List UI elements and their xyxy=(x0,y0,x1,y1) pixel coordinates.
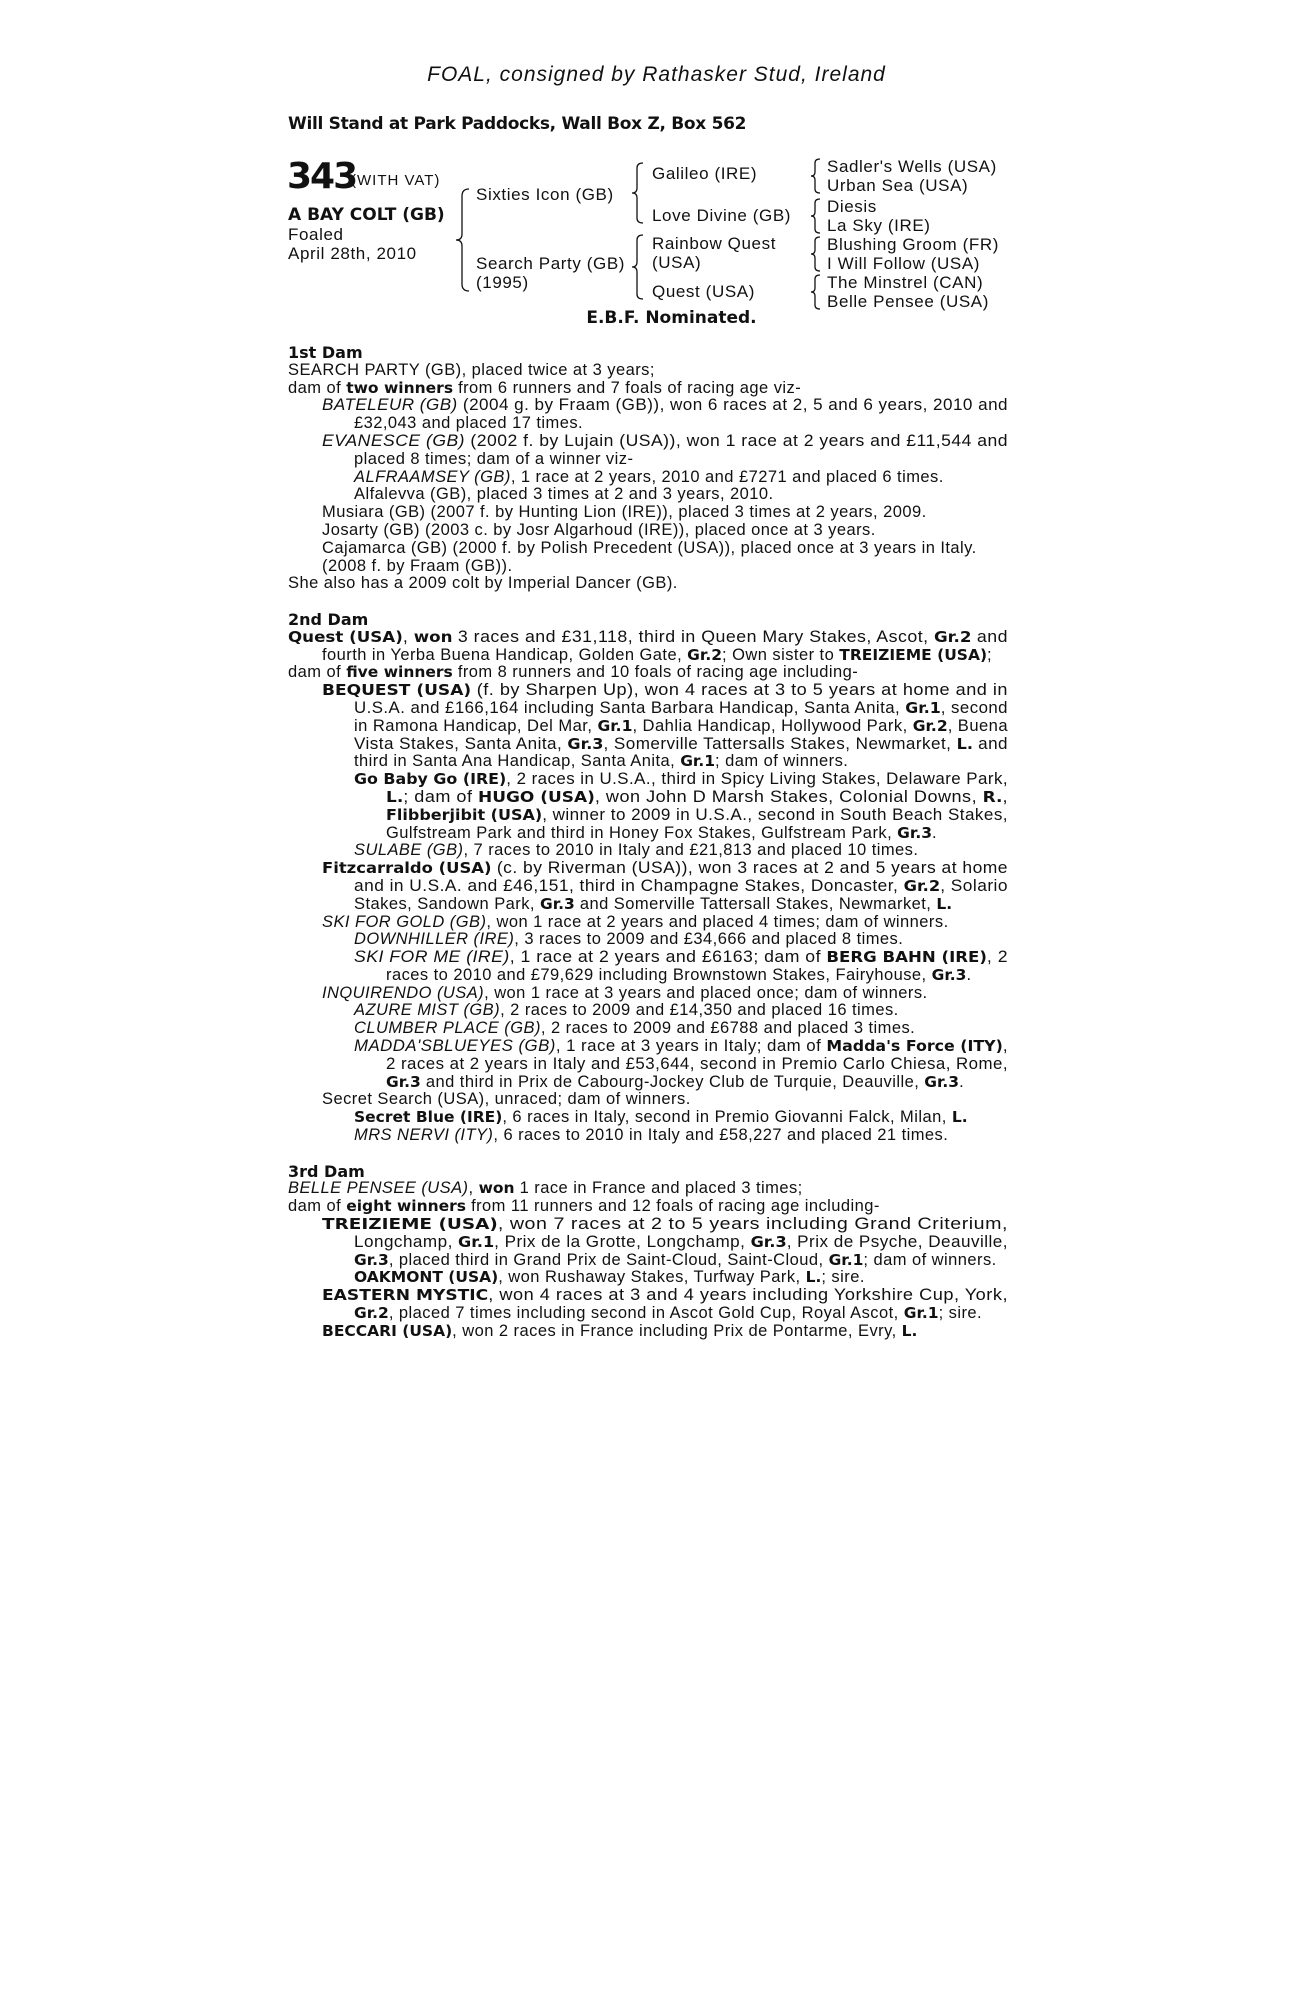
text: . xyxy=(959,1072,965,1091)
text: , won 1 race at 2 years and placed 4 times; dam of winners. xyxy=(486,912,949,931)
text: Gr.2 xyxy=(354,1304,389,1323)
text: and xyxy=(971,627,1008,646)
text: Gr.1 xyxy=(680,752,716,771)
line-content xyxy=(322,1287,1008,1305)
consignor-header: FOAL, consigned by Rathasker Stud, Ireland xyxy=(427,63,886,86)
line-content xyxy=(354,1252,997,1270)
third-dam-line xyxy=(288,1252,1008,1270)
line-content xyxy=(354,1305,982,1323)
third-dam-line xyxy=(288,1287,1008,1305)
pedigree-sss-name: Sadler's Wells (USA) xyxy=(827,157,997,176)
second-dam-line xyxy=(288,682,1008,700)
text: Go Baby Go (IRE) xyxy=(354,770,507,789)
line-content xyxy=(322,397,1008,415)
spacer xyxy=(288,593,1008,611)
line-content xyxy=(354,771,1008,789)
text: Flibberjibit (USA) xyxy=(386,805,543,824)
ebf-nominated: E.B.F. Nominated. xyxy=(586,308,757,328)
first-dam-line xyxy=(288,397,1008,415)
third-dam-heading xyxy=(288,1163,1008,1181)
text: Gr.1 xyxy=(458,1232,495,1251)
line-content xyxy=(354,949,1008,967)
line-content: 3rd Dam xyxy=(288,1161,365,1181)
first-dam-line xyxy=(288,540,1008,558)
second-dam-line xyxy=(288,647,1008,665)
lot-description: A BAY COLT (GB) xyxy=(288,205,445,225)
pedigree-dam-year: (1995) xyxy=(476,273,529,292)
first-dam-line xyxy=(288,575,1008,593)
text: ; dam of winners. xyxy=(715,752,849,771)
second-dam-line xyxy=(288,664,1008,682)
line-content: She also has a 2009 colt by Imperial Dancer (GB). xyxy=(288,574,678,593)
second-dam-line xyxy=(288,1109,1008,1127)
second-dam-line xyxy=(288,753,1008,771)
text: , xyxy=(1002,787,1008,806)
text: Fitzcarraldo (USA) xyxy=(322,859,492,878)
text: ALFRAAMSEY (GB) xyxy=(354,467,511,486)
text: Gr.2 xyxy=(687,645,723,664)
line-content xyxy=(354,1269,865,1287)
text: from 6 runners and 7 foals of racing age viz- xyxy=(453,378,802,397)
line-content xyxy=(288,380,801,398)
first-dam-line xyxy=(288,433,1008,451)
line-content xyxy=(288,1198,880,1216)
line-content xyxy=(386,825,937,843)
text: , won 7 races at 2 to 5 years including Grand Criterium, xyxy=(497,1215,1008,1234)
text: Gr.3 xyxy=(567,734,604,753)
third-dam-line xyxy=(288,1323,1008,1341)
text: Madda's Force (ITY) xyxy=(826,1037,1003,1056)
line-content xyxy=(354,878,1008,896)
first-dam-line xyxy=(288,362,1008,380)
second-dam-line xyxy=(288,1038,1008,1056)
line-content xyxy=(354,1234,1008,1252)
first-dam-line xyxy=(288,451,1008,469)
text: MADDA'SBLUEYES (GB) xyxy=(354,1037,556,1056)
line-content xyxy=(354,469,944,487)
text: 1 race in France and placed 3 times; xyxy=(514,1179,803,1198)
foaled-label: Foaled xyxy=(288,225,344,244)
text: Gr.2 xyxy=(912,716,948,735)
text: (c. by Riverman (USA)), won 3 races at 2 and 5 years at home xyxy=(491,859,1009,878)
line-content: £32,043 and placed 17 times. xyxy=(354,414,584,433)
second-dam-line xyxy=(288,931,1008,949)
text: Gr.1 xyxy=(828,1250,864,1269)
text: Gr.3 xyxy=(897,823,932,842)
first-dam-line xyxy=(288,486,1008,504)
text: Gr.3 xyxy=(750,1232,787,1251)
pedigree-dam-sire xyxy=(652,234,776,272)
pedigree-dam-sire-name: Rainbow Quest xyxy=(652,234,777,253)
text: Quest (USA) xyxy=(288,627,403,646)
line-content xyxy=(322,647,992,665)
text: Gr.1 xyxy=(597,716,633,735)
text: L. xyxy=(951,1108,968,1127)
third-dam-line xyxy=(288,1269,1008,1287)
third-dam-line xyxy=(288,1180,1008,1198)
text: BECCARI (USA) xyxy=(322,1321,453,1340)
text: TREIZIEME (USA) xyxy=(839,645,988,664)
text: (2002 f. by Lujain (USA)), won 1 race at 2 years and £11,544 and xyxy=(465,431,1008,450)
text: races to 2010 and £79,629 including Brownstown Stakes, Fairyhouse, xyxy=(386,965,932,984)
pedigree-sds-name: Diesis xyxy=(827,197,877,216)
text: , Dahlia Handicap, Hollywood Park, xyxy=(632,716,913,735)
pedigree-brace-main xyxy=(455,188,471,292)
second-dam-line xyxy=(288,896,1008,914)
catalogue-body xyxy=(288,344,1008,1341)
text: . xyxy=(966,965,972,984)
second-dam-line xyxy=(288,789,1008,807)
text: AZURE MIST (GB) xyxy=(354,1001,501,1020)
line-content: 1st Dam xyxy=(288,343,363,362)
second-dam-line xyxy=(288,1091,1008,1109)
text: , 7 races to 2010 in Italy and £21,813 and placed 10 times. xyxy=(463,841,919,860)
text: in Ramona Handicap, Del Mar, xyxy=(354,716,598,735)
first-dam-heading xyxy=(288,344,1008,362)
text: SKI FOR GOLD (GB) xyxy=(322,912,487,931)
second-dam-line xyxy=(288,807,1008,825)
line-content xyxy=(386,1074,964,1092)
pedigree-dds-name: The Minstrel (CAN) xyxy=(827,273,984,292)
text: ; sire. xyxy=(821,1268,865,1287)
text: Gulfstream Park and third in Honey Fox Stakes, Gulfstream Park, xyxy=(386,823,898,842)
line-content xyxy=(322,860,1008,878)
pedigree-sdd-name: La Sky (IRE) xyxy=(827,216,931,235)
line-content xyxy=(322,682,1008,700)
line-content xyxy=(354,1002,899,1020)
pedigree-ssd-name: Urban Sea (USA) xyxy=(827,176,969,195)
first-dam-line xyxy=(288,504,1008,522)
text: , xyxy=(1002,1037,1008,1056)
text: DOWNHILLER (IRE) xyxy=(354,930,515,949)
text: , placed 7 times including second in Ascot Gold Cup, Royal Ascot, xyxy=(388,1304,904,1323)
third-dam-line xyxy=(288,1198,1008,1216)
text: Vista Stakes, Santa Anita, xyxy=(354,734,568,753)
pedigree-brace-ds xyxy=(810,236,822,272)
text: BELLE PENSEE (USA) xyxy=(288,1179,469,1198)
pedigree-dds xyxy=(827,273,989,311)
text: Gr.1 xyxy=(903,1304,939,1323)
text: , second xyxy=(940,698,1008,717)
line-content: (2008 f. by Fraam (GB)). xyxy=(322,556,513,575)
pedigree-brace-sd xyxy=(810,198,822,234)
line-content xyxy=(354,753,848,771)
text: , won 4 races at 3 and 4 years including Yorkshire Cup, York, xyxy=(488,1286,1009,1305)
text: L. xyxy=(936,894,953,913)
text: , won 1 race at 3 years and placed once; dam of winners. xyxy=(484,983,928,1002)
second-dam-line xyxy=(288,1002,1008,1020)
text: Gr.2 xyxy=(903,876,941,895)
second-dam-line xyxy=(288,825,1008,843)
line-content xyxy=(288,1180,803,1198)
text: eight winners xyxy=(346,1197,467,1216)
second-dam-line xyxy=(288,878,1008,896)
text: Gr.3 xyxy=(386,1072,421,1091)
text: , 1 race at 3 years in Italy; dam of xyxy=(555,1037,827,1056)
foaled-date: April 28th, 2010 xyxy=(288,244,417,263)
pedigree-brace-dd xyxy=(810,274,822,310)
text: EVANESCE (GB) xyxy=(322,431,466,450)
second-dam-line xyxy=(288,1127,1008,1145)
pedigree-sire-dam: Love Divine (GB) xyxy=(652,206,792,225)
text: L. xyxy=(901,1321,918,1340)
line-content: Secret Search (USA), unraced; dam of winners. xyxy=(322,1090,691,1109)
pedigree-sire: Sixties Icon (GB) xyxy=(476,185,614,204)
pedigree-dam-dam: Quest (USA) xyxy=(652,282,755,301)
second-dam-line xyxy=(288,718,1008,736)
first-dam-line xyxy=(288,469,1008,487)
text: BERG BAHN (IRE) xyxy=(826,948,987,967)
text: INQUIRENDO (USA) xyxy=(322,983,485,1002)
pedigree-sds xyxy=(827,197,931,235)
line-content: 2nd Dam xyxy=(288,609,369,629)
line-content xyxy=(354,931,903,949)
text: TREIZIEME (USA) xyxy=(322,1215,498,1234)
text: Gr.3 xyxy=(354,1250,389,1269)
text: (f. by Sharpen Up), won 4 races at 3 to 5 years at home and in xyxy=(471,681,1009,700)
text: R. xyxy=(982,787,1003,806)
text: , Buena xyxy=(947,716,1008,735)
second-dam-line xyxy=(288,985,1008,1003)
spacer xyxy=(288,1145,1008,1163)
text: , Somerville Tattersalls Stakes, Newmarket, xyxy=(603,734,957,753)
first-dam-line xyxy=(288,558,1008,576)
text: third in Santa Ana Handicap, Santa Anita, xyxy=(354,752,681,771)
first-dam-line xyxy=(288,415,1008,433)
line-content xyxy=(354,736,1008,754)
second-dam-line xyxy=(288,629,1008,647)
second-dam-line xyxy=(288,842,1008,860)
pedigree-dss xyxy=(827,235,999,273)
second-dam-line xyxy=(288,860,1008,878)
second-dam-line xyxy=(288,700,1008,718)
second-dam-line xyxy=(288,967,1008,985)
second-dam-line xyxy=(288,771,1008,789)
text: ; dam of winners. xyxy=(863,1250,997,1269)
line-content xyxy=(386,967,972,985)
second-dam-line xyxy=(288,949,1008,967)
text: Longchamp, xyxy=(354,1232,459,1251)
line-content xyxy=(354,1127,948,1145)
line-content: Cajamarca (GB) (2000 f. by Polish Precedent (USA)), placed once at 3 years in Italy. xyxy=(322,538,977,557)
line-content xyxy=(322,433,1008,451)
line-content xyxy=(322,985,928,1003)
line-content xyxy=(354,1020,915,1038)
text: Gr.1 xyxy=(905,698,941,717)
text: , won 2 races in France including Prix de Pontarme, Evry, xyxy=(452,1321,902,1340)
line-content xyxy=(354,1038,1008,1056)
text: two winners xyxy=(346,378,454,397)
text: . xyxy=(932,823,938,842)
text: ; dam of xyxy=(403,787,478,806)
line-content: 2 races at 2 years in Italy and £53,644, second in Premio Carlo Chiesa, Rome, xyxy=(386,1054,1008,1073)
line-content xyxy=(288,664,858,682)
third-dam-line xyxy=(288,1305,1008,1323)
text: Gr.2 xyxy=(933,627,972,646)
text: , Solario xyxy=(940,876,1009,895)
text: , Prix de Psyche, Deauville, xyxy=(786,1232,1008,1251)
line-content xyxy=(322,1216,1008,1234)
pedigree-brace-sire xyxy=(631,162,645,224)
line-content xyxy=(354,718,1008,736)
text: , xyxy=(402,627,414,646)
text: , won John D Marsh Stakes, Colonial Downs, xyxy=(594,787,983,806)
text: from 11 runners and 12 foals of racing age including- xyxy=(466,1197,880,1216)
text: U.S.A. and £166,164 including Santa Barbara Handicap, Santa Anita, xyxy=(354,698,906,717)
text: SULABE (GB) xyxy=(354,841,464,860)
foaled-info xyxy=(288,225,417,263)
line-content: Alfalevva (GB), placed 3 times at 2 and 3 years, 2010. xyxy=(354,485,774,504)
line-content xyxy=(354,700,1008,718)
text: dam of xyxy=(288,378,347,397)
text: five winners xyxy=(346,663,453,682)
line-content: Josarty (GB) (2003 c. by Josr Algarhoud (IRE)), placed once at 3 years. xyxy=(322,520,876,539)
pedigree-sss xyxy=(827,157,997,195)
line-content xyxy=(322,914,949,932)
text: Gr.3 xyxy=(540,894,575,913)
text: , 3 races to 2009 and £34,666 and placed 8 times. xyxy=(514,930,904,949)
text: , winner to 2009 in U.S.A., second in South Beach Stakes, xyxy=(542,805,1008,824)
text: (2004 g. by Fraam (GB)), won 6 races at 2, 5 and 6 years, 2010 and xyxy=(457,396,1009,415)
line-content xyxy=(386,807,1008,825)
text: SKI FOR ME (IRE) xyxy=(354,948,510,967)
line-content: placed 8 times; dam of a winner viz- xyxy=(354,449,634,468)
second-dam-line xyxy=(288,736,1008,754)
text: and xyxy=(972,734,1008,753)
text: , 1 race at 2 years, 2010 and £7271 and placed 6 times. xyxy=(510,467,944,486)
lot-number: 343 xyxy=(287,156,357,197)
text: and Somerville Tattersall Stakes, Newmarket, xyxy=(574,894,937,913)
text: 3 races and £31,118, third in Queen Mary Stakes, Ascot, xyxy=(452,627,934,646)
text: MRS NERVI (ITY) xyxy=(354,1126,494,1145)
text: won xyxy=(478,1179,515,1198)
text: , 2 xyxy=(986,948,1008,967)
text: , 1 race at 2 years and £6163; dam of xyxy=(509,948,827,967)
second-dam-heading xyxy=(288,611,1008,629)
line-content xyxy=(354,896,952,914)
text: , 6 races in Italy, second in Premio Giovanni Falck, Milan, xyxy=(502,1108,952,1127)
text: L. xyxy=(805,1268,822,1287)
pedigree-brace-dam xyxy=(631,234,645,300)
text: BATELEUR (GB) xyxy=(322,396,458,415)
text: dam of xyxy=(288,1197,347,1216)
third-dam-line xyxy=(288,1234,1008,1252)
line-content xyxy=(288,629,1008,647)
text: , placed third in Grand Prix de Saint-Cloud, Saint-Cloud, xyxy=(388,1250,829,1269)
pedigree-dss-name: Blushing Groom (FR) xyxy=(827,235,999,254)
text: , xyxy=(468,1179,479,1198)
text: , 6 races to 2010 in Italy and £58,227 and placed 21 times. xyxy=(493,1126,949,1145)
pedigree-dsd-name: I Will Follow (USA) xyxy=(827,254,981,273)
text: , Prix de la Grotte, Longchamp, xyxy=(494,1232,751,1251)
text: ; Own sister to xyxy=(722,645,840,664)
line-content xyxy=(322,1323,917,1341)
text: from 8 runners and 10 foals of racing age including- xyxy=(452,663,859,682)
text: L. xyxy=(386,787,404,806)
first-dam-line xyxy=(288,522,1008,540)
vat-note: (WITH VAT) xyxy=(351,172,441,189)
pedigree-sire-sire: Galileo (IRE) xyxy=(652,164,758,183)
second-dam-line xyxy=(288,1056,1008,1074)
text: Gr.3 xyxy=(931,965,967,984)
stand-location: Will Stand at Park Paddocks, Wall Box Z, Box 562 xyxy=(288,114,747,134)
text: Secret Blue (IRE) xyxy=(354,1108,503,1127)
text: fourth in Yerba Buena Handicap, Golden Gate, xyxy=(322,645,688,664)
text: , won Rushaway Stakes, Turfway Park, xyxy=(498,1268,806,1287)
text: Gr.3 xyxy=(924,1072,960,1091)
text: , 2 races in U.S.A., third in Spicy Living Stakes, Delaware Park, xyxy=(506,770,1008,789)
line-content xyxy=(354,842,918,860)
line-content xyxy=(354,1109,968,1127)
text: L. xyxy=(956,734,973,753)
line-content: Musiara (GB) (2007 f. by Hunting Lion (IRE)), placed 3 times at 2 years, 2009. xyxy=(322,503,927,522)
pedigree-ddd-name: Belle Pensee (USA) xyxy=(827,292,989,311)
second-dam-line xyxy=(288,1074,1008,1092)
text: BEQUEST (USA) xyxy=(322,681,472,700)
text: Stakes, Sandown Park, xyxy=(354,894,540,913)
second-dam-line xyxy=(288,1020,1008,1038)
text: ; xyxy=(987,645,993,664)
pedigree-dam-sire-country: (USA) xyxy=(652,253,702,272)
text: , 2 races to 2009 and £14,350 and placed 16 times. xyxy=(500,1001,899,1020)
text: , 2 races to 2009 and £6788 and placed 3 times. xyxy=(540,1019,916,1038)
text: CLUMBER PLACE (GB) xyxy=(354,1019,541,1038)
text: ; sire. xyxy=(938,1304,983,1323)
text: HUGO (USA) xyxy=(477,787,595,806)
first-dam-line xyxy=(288,380,1008,398)
second-dam-line xyxy=(288,914,1008,932)
text: dam of xyxy=(288,663,347,682)
pedigree-brace-ss xyxy=(810,158,822,194)
text: and third in Prix de Cabourg-Jockey Club de Turquie, Deauville, xyxy=(420,1072,925,1091)
text: OAKMONT (USA) xyxy=(354,1268,499,1287)
text: EASTERN MYSTIC xyxy=(322,1286,489,1305)
pedigree-dam xyxy=(476,254,625,292)
third-dam-line xyxy=(288,1216,1008,1234)
line-content xyxy=(386,789,1008,807)
text: won xyxy=(413,627,453,646)
line-content: SEARCH PARTY (GB), placed twice at 3 years; xyxy=(288,360,655,379)
pedigree-dam-name: Search Party (GB) xyxy=(476,254,626,273)
text: and in U.S.A. and £46,151, third in Champagne Stakes, Doncaster, xyxy=(354,876,904,895)
